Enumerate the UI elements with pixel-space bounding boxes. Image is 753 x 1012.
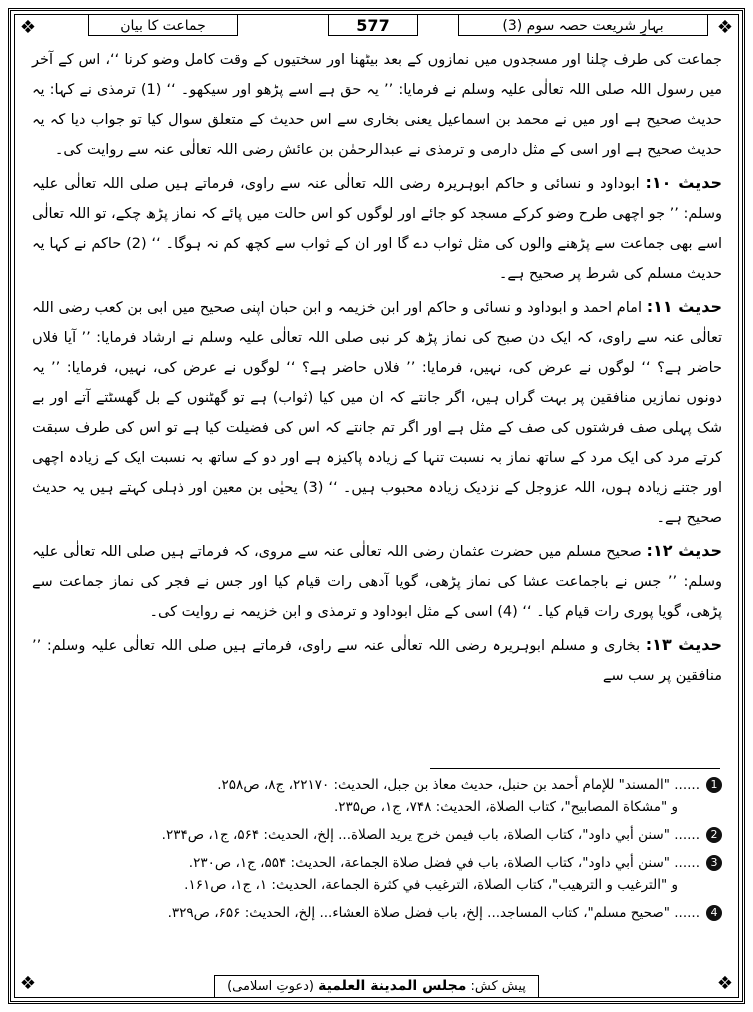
footnote-line: ...... "المسند" للإمام أحمد بن حنبل، حديث معاذ بن جبل، الحديث: ۲۲۱۷۰، ج۸، ص۲۵۸. xyxy=(217,777,700,793)
corner-ornament-icon: ❖ xyxy=(17,973,39,995)
corner-ornament-icon: ❖ xyxy=(714,17,736,39)
footnote-line: ...... "صحيح مسلم"، كتاب المساجد... إلخ، باب فضل صلاة العشاء... إلخ، الحديث: ۶۵۶، ص۳۲۹. xyxy=(167,905,700,921)
page-header xyxy=(28,14,725,38)
footnote xyxy=(32,774,722,818)
paragraph xyxy=(32,292,722,533)
chapter-title: جماعت کا بیان xyxy=(88,14,238,36)
footnote-number: 4 xyxy=(706,905,722,921)
footnote-number: 2 xyxy=(706,827,722,843)
paragraph xyxy=(32,44,722,165)
corner-ornament-icon: ❖ xyxy=(714,973,736,995)
footer-prefix: پیش کش: xyxy=(470,979,526,994)
paragraph-text: صحیح مسلم میں حضرت عثمان رضی اللہ تعالٰی عنہ سے مروی، کہ فرماتے ہیں صلی اللہ تعالٰی علیہ وسلم: ’’ جس نے باجماعت عشا کی نماز پڑھی، گویا آدھی رات قیام کیا اور جس نے فجر کی نماز جماعت سے پڑھی، گویا پوری رات قیام کیا۔ ‘‘ (4) اسی کے مثل ابوداود و ترمذی و ابن خزیمہ نے روایت کی۔ xyxy=(32,544,722,620)
footnote-line: و "الترغيب و الترهيب"، كتاب الصلاة، الترغيب في كثرة الجماعة، الحديث: ۱، ج۱، ص۱۶۱. xyxy=(184,877,678,893)
corner-ornament-icon: ❖ xyxy=(17,17,39,39)
paragraph-text: بخاری و مسلم ابوہریرہ رضی اللہ تعالٰی عنہ سے راوی، فرماتے ہیں صلی اللہ تعالٰی علیہ وسلم: ’’ منافقین پر سب سے xyxy=(32,638,722,684)
paragraph-text: ابوداود و نسائی و حاکم ابوہریرہ رضی اللہ تعالٰی عنہ سے راوی، فرماتے ہیں صلی اللہ تعالٰی علیہ وسلم: ’’ جو اچھی طرح وضو کرکے مسجد کو جائے اور لوگوں کو اس حالت میں پائے کہ نماز پڑھ چکے، تو اللہ تعالٰی اسے بھی جماعت سے پڑھنے والوں کی مثل ثواب دے گا اور ان کے ثواب سے کچھ کم نہ ہوگا۔ ‘‘ (2) حاکم نے کہا یہ حدیث مسلم کی شرط پر صحیح ہے۔ xyxy=(32,176,722,282)
page-number: 577 xyxy=(328,14,418,36)
footer-suffix: (دعوتِ اسلامی) xyxy=(227,979,314,994)
paragraph-text: امام احمد و ابوداود و نسائی و حاکم اور ابن خزیمہ و ابن حبان اپنی صحیح میں ابی بن کعب رضی اللہ تعالٰی عنہ سے راوی، کہ ایک دن صبح کی نماز پڑھ کر نبی صلی اللہ تعالٰی علیہ وسلم نے ارشاد فرمایا: ’’ آیا فلاں حاضر ہے؟ ‘‘ لوگوں نے عرض کی، نہیں، فرمایا: ’’ فلاں حاضر ہے؟ ‘‘ لوگوں نے عرض کی، نہیں، فرمایا: ’’ یہ دونوں نمازیں منافقین پر بہت گراں ہیں، اگر جانتے کہ ان میں کیا (ثواب) ہے تو گھٹنوں کے بل گھسٹتے آتے اور بے شک پہلی صف فرشتوں کی صف کے مثل ہے اور اگر تم جانتے کہ اس کی فضیلت کیا ہے تو اس کی طرف سبقت کرتے مرد کی ایک مرد کے ساتھ نماز بہ نسبت تنہا کے زیادہ پاکیزہ ہے اور دو کے ساتھ بہ نسبت ایک کے زیادہ اچھی اور جتنے زیادہ ہوں، اللہ عزوجل کے نزدیک زیادہ محبوب ہیں۔ ‘‘ (3) یحیٰی بن معین اور ذہلی کہتے ہیں یہ حدیث صحیح ہے۔ xyxy=(32,300,723,526)
footnote-line: ...... "سنن أبي داود"، كتاب الصلاة، باب في فضل صلاة الجماعة، الحديث: ۵۵۴، ج۱، ص۲۳۰. xyxy=(188,855,700,871)
footnote-line: و "مشكاة المصابيح"، كتاب الصلاة، الحديث: ۷۴۸، ج۱، ص۲۳۵. xyxy=(333,799,678,815)
paragraph xyxy=(32,168,722,289)
footnote-number: 1 xyxy=(706,777,722,793)
main-text xyxy=(32,44,722,691)
footnote xyxy=(32,824,722,846)
footnote-number: 3 xyxy=(706,855,722,871)
hadith-heading: حدیث ۱۳: xyxy=(645,635,722,654)
publisher-name: مجلس المدينة العلمية xyxy=(318,978,467,994)
footnotes xyxy=(32,774,722,930)
paragraph xyxy=(32,630,722,691)
footnote xyxy=(32,852,722,896)
page-footer xyxy=(0,975,753,998)
hadith-heading: حدیث ۱۰: xyxy=(645,173,722,192)
footnote-divider xyxy=(430,768,720,769)
paragraph xyxy=(32,536,722,627)
footnote-line: ...... "سنن أبي داود"، كتاب الصلاة، باب فيمن خرج يريد الصلاة... إلخ، الحديث: ۵۶۴، ج۱، ص۲۳۴. xyxy=(161,827,700,843)
hadith-heading: حدیث ۱۲: xyxy=(646,541,722,560)
footnote xyxy=(32,902,722,924)
publisher-credit xyxy=(214,975,539,998)
hadith-heading: حدیث ۱۱: xyxy=(646,297,723,316)
book-title: بہارِ شریعت حصہ سوم (3) xyxy=(458,14,708,36)
paragraph-text: جماعت کی طرف چلنا اور مسجدوں میں نمازوں کے بعد بیٹھنا اور سختیوں کے وقت کامل وضو کرنا ‘‘، اس کے آخر میں رسول اللہ صلی اللہ تعالٰی علیہ وسلم نے فرمایا: ’’ یہ حق ہے اسے پڑھو اور سیکھو۔ ‘‘ (1) ترمذی نے کہا: یہ حدیث صحیح ہے اور میں نے محمد بن اسماعیل یعنی بخاری سے اس حدیث کے متعلق سوال کیا تو جواب دیا کہ یہ حدیث صحیح ہے اور اسی کے مثل دارمی و ترمذی نے عبدالرحمٰن بن عائش رضی اللہ تعالٰی عنہ سے روایت کی۔ xyxy=(32,52,722,158)
